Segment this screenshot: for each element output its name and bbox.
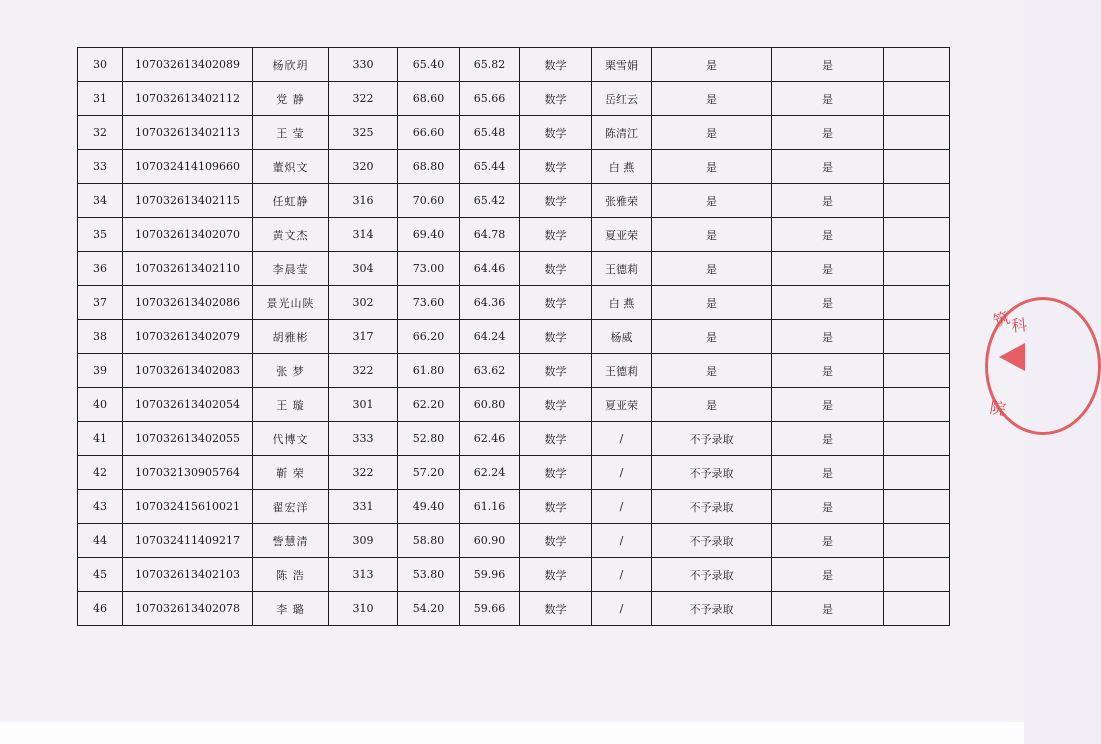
table-row bbox=[78, 82, 950, 116]
major-cell: 数学 bbox=[520, 388, 592, 422]
admission-status-cell: 是 bbox=[652, 388, 772, 422]
initial-score-cell: 333 bbox=[329, 422, 398, 456]
major-cell: 数学 bbox=[520, 82, 592, 116]
initial-score-cell: 330 bbox=[329, 48, 398, 82]
major-cell: 数学 bbox=[520, 116, 592, 150]
major-cell: 数学 bbox=[520, 286, 592, 320]
major-cell: 数学 bbox=[520, 490, 592, 524]
qualified-cell: 是 bbox=[772, 388, 884, 422]
total-score-cell: 65.82 bbox=[460, 48, 520, 82]
qualified-cell: 是 bbox=[772, 592, 884, 626]
major-cell: 数学 bbox=[520, 320, 592, 354]
retest-score-cell: 73.00 bbox=[398, 252, 460, 286]
table-row bbox=[78, 184, 950, 218]
table-row bbox=[78, 558, 950, 592]
supervisor-cell: 陈清江 bbox=[592, 116, 652, 150]
row-number-cell: 39 bbox=[78, 354, 123, 388]
table-row bbox=[78, 116, 950, 150]
remarks-cell bbox=[884, 388, 950, 422]
remarks-cell bbox=[884, 524, 950, 558]
seal-char: 院 bbox=[988, 397, 1008, 420]
total-score-cell: 62.24 bbox=[460, 456, 520, 490]
total-score-cell: 64.78 bbox=[460, 218, 520, 252]
exam-id-cell: 107032613402078 bbox=[123, 592, 253, 626]
initial-score-cell: 309 bbox=[329, 524, 398, 558]
admission-status-cell: 是 bbox=[652, 82, 772, 116]
table-row bbox=[78, 218, 950, 252]
table-body bbox=[78, 48, 950, 626]
admission-status-cell: 不予录取 bbox=[652, 592, 772, 626]
remarks-cell bbox=[884, 116, 950, 150]
row-number-cell: 45 bbox=[78, 558, 123, 592]
supervisor-cell: / bbox=[592, 490, 652, 524]
remarks-cell bbox=[884, 558, 950, 592]
exam-id-cell: 107032613402115 bbox=[123, 184, 253, 218]
qualified-cell: 是 bbox=[772, 524, 884, 558]
row-number-cell: 32 bbox=[78, 116, 123, 150]
admission-status-cell: 是 bbox=[652, 184, 772, 218]
admission-status-cell: 是 bbox=[652, 218, 772, 252]
total-score-cell: 65.48 bbox=[460, 116, 520, 150]
total-score-cell: 61.16 bbox=[460, 490, 520, 524]
remarks-cell bbox=[884, 218, 950, 252]
scan-bottom-edge bbox=[0, 722, 1024, 744]
retest-score-cell: 68.60 bbox=[398, 82, 460, 116]
supervisor-cell: 王德莉 bbox=[592, 252, 652, 286]
row-number-cell: 43 bbox=[78, 490, 123, 524]
supervisor-cell: 张雅荣 bbox=[592, 184, 652, 218]
supervisor-cell: / bbox=[592, 558, 652, 592]
major-cell: 数学 bbox=[520, 422, 592, 456]
qualified-cell: 是 bbox=[772, 456, 884, 490]
table-row bbox=[78, 524, 950, 558]
row-number-cell: 44 bbox=[78, 524, 123, 558]
remarks-cell bbox=[884, 422, 950, 456]
retest-score-cell: 61.80 bbox=[398, 354, 460, 388]
initial-score-cell: 331 bbox=[329, 490, 398, 524]
table-row bbox=[78, 252, 950, 286]
total-score-cell: 65.44 bbox=[460, 150, 520, 184]
admission-status-cell: 不予录取 bbox=[652, 524, 772, 558]
exam-id-cell: 107032613402112 bbox=[123, 82, 253, 116]
candidate-name-cell: 代博文 bbox=[253, 422, 329, 456]
retest-score-cell: 70.60 bbox=[398, 184, 460, 218]
initial-score-cell: 313 bbox=[329, 558, 398, 592]
candidate-name-cell: 董炽文 bbox=[253, 150, 329, 184]
admission-status-cell: 是 bbox=[652, 320, 772, 354]
retest-score-cell: 68.80 bbox=[398, 150, 460, 184]
total-score-cell: 60.90 bbox=[460, 524, 520, 558]
table-row bbox=[78, 150, 950, 184]
row-number-cell: 36 bbox=[78, 252, 123, 286]
qualified-cell: 是 bbox=[772, 490, 884, 524]
qualified-cell: 是 bbox=[772, 218, 884, 252]
retest-score-cell: 73.60 bbox=[398, 286, 460, 320]
table-row bbox=[78, 354, 950, 388]
total-score-cell: 63.62 bbox=[460, 354, 520, 388]
exam-id-cell: 107032613402070 bbox=[123, 218, 253, 252]
initial-score-cell: 325 bbox=[329, 116, 398, 150]
total-score-cell: 59.96 bbox=[460, 558, 520, 592]
remarks-cell bbox=[884, 320, 950, 354]
remarks-cell bbox=[884, 592, 950, 626]
candidate-name-cell: 李晨莹 bbox=[253, 252, 329, 286]
exam-id-cell: 107032130905764 bbox=[123, 456, 253, 490]
candidate-name-cell: 党 静 bbox=[253, 82, 329, 116]
initial-score-cell: 314 bbox=[329, 218, 398, 252]
initial-score-cell: 301 bbox=[329, 388, 398, 422]
exam-id-cell: 107032613402083 bbox=[123, 354, 253, 388]
qualified-cell: 是 bbox=[772, 150, 884, 184]
seal-char: 科 bbox=[1010, 315, 1028, 336]
remarks-cell bbox=[884, 48, 950, 82]
initial-score-cell: 320 bbox=[329, 150, 398, 184]
supervisor-cell: 夏亚荣 bbox=[592, 388, 652, 422]
supervisor-cell: 岳红云 bbox=[592, 82, 652, 116]
candidate-name-cell: 翟宏洋 bbox=[253, 490, 329, 524]
supervisor-cell: 白 燕 bbox=[592, 150, 652, 184]
admission-status-cell: 是 bbox=[652, 48, 772, 82]
retest-score-cell: 53.80 bbox=[398, 558, 460, 592]
candidate-name-cell: 陈 浩 bbox=[253, 558, 329, 592]
total-score-cell: 64.24 bbox=[460, 320, 520, 354]
retest-score-cell: 65.40 bbox=[398, 48, 460, 82]
remarks-cell bbox=[884, 252, 950, 286]
candidate-name-cell: 李 璐 bbox=[253, 592, 329, 626]
supervisor-cell: / bbox=[592, 592, 652, 626]
retest-score-cell: 66.20 bbox=[398, 320, 460, 354]
remarks-cell bbox=[884, 456, 950, 490]
qualified-cell: 是 bbox=[772, 184, 884, 218]
supervisor-cell: 夏亚荣 bbox=[592, 218, 652, 252]
table-row bbox=[78, 592, 950, 626]
row-number-cell: 42 bbox=[78, 456, 123, 490]
qualified-cell: 是 bbox=[772, 286, 884, 320]
supervisor-cell: 王德莉 bbox=[592, 354, 652, 388]
major-cell: 数学 bbox=[520, 524, 592, 558]
retest-score-cell: 66.60 bbox=[398, 116, 460, 150]
retest-score-cell: 54.20 bbox=[398, 592, 460, 626]
remarks-cell bbox=[884, 82, 950, 116]
exam-id-cell: 107032411409217 bbox=[123, 524, 253, 558]
major-cell: 数学 bbox=[520, 48, 592, 82]
initial-score-cell: 304 bbox=[329, 252, 398, 286]
initial-score-cell: 322 bbox=[329, 456, 398, 490]
qualified-cell: 是 bbox=[772, 558, 884, 592]
supervisor-cell: / bbox=[592, 422, 652, 456]
candidate-name-cell: 王 璇 bbox=[253, 388, 329, 422]
exam-id-cell: 107032613402110 bbox=[123, 252, 253, 286]
exam-id-cell: 107032414109660 bbox=[123, 150, 253, 184]
retest-score-cell: 52.80 bbox=[398, 422, 460, 456]
row-number-cell: 40 bbox=[78, 388, 123, 422]
initial-score-cell: 322 bbox=[329, 354, 398, 388]
row-number-cell: 33 bbox=[78, 150, 123, 184]
major-cell: 数学 bbox=[520, 150, 592, 184]
exam-id-cell: 107032613402086 bbox=[123, 286, 253, 320]
retest-score-cell: 57.20 bbox=[398, 456, 460, 490]
supervisor-cell: / bbox=[592, 456, 652, 490]
exam-id-cell: 107032613402054 bbox=[123, 388, 253, 422]
total-score-cell: 59.66 bbox=[460, 592, 520, 626]
admission-status-cell: 是 bbox=[652, 116, 772, 150]
table-row bbox=[78, 422, 950, 456]
initial-score-cell: 317 bbox=[329, 320, 398, 354]
table-row bbox=[78, 286, 950, 320]
admissions-table bbox=[77, 47, 950, 626]
qualified-cell: 是 bbox=[772, 116, 884, 150]
admission-status-cell: 是 bbox=[652, 252, 772, 286]
supervisor-cell: 白 燕 bbox=[592, 286, 652, 320]
initial-score-cell: 302 bbox=[329, 286, 398, 320]
supervisor-cell: 栗雪娟 bbox=[592, 48, 652, 82]
major-cell: 数学 bbox=[520, 592, 592, 626]
table-row bbox=[78, 490, 950, 524]
qualified-cell: 是 bbox=[772, 422, 884, 456]
major-cell: 数学 bbox=[520, 456, 592, 490]
admission-status-cell: 不予录取 bbox=[652, 490, 772, 524]
candidate-name-cell: 景光山陕 bbox=[253, 286, 329, 320]
retest-score-cell: 62.20 bbox=[398, 388, 460, 422]
total-score-cell: 64.46 bbox=[460, 252, 520, 286]
admission-status-cell: 不予录取 bbox=[652, 558, 772, 592]
table-row bbox=[78, 456, 950, 490]
row-number-cell: 41 bbox=[78, 422, 123, 456]
admission-status-cell: 是 bbox=[652, 150, 772, 184]
qualified-cell: 是 bbox=[772, 252, 884, 286]
row-number-cell: 35 bbox=[78, 218, 123, 252]
row-number-cell: 46 bbox=[78, 592, 123, 626]
row-number-cell: 37 bbox=[78, 286, 123, 320]
row-number-cell: 31 bbox=[78, 82, 123, 116]
retest-score-cell: 58.80 bbox=[398, 524, 460, 558]
exam-id-cell: 107032613402103 bbox=[123, 558, 253, 592]
total-score-cell: 60.80 bbox=[460, 388, 520, 422]
retest-score-cell: 49.40 bbox=[398, 490, 460, 524]
candidate-name-cell: 任虹静 bbox=[253, 184, 329, 218]
candidate-name-cell: 訾慧清 bbox=[253, 524, 329, 558]
exam-id-cell: 107032613402113 bbox=[123, 116, 253, 150]
seal-star-icon bbox=[999, 343, 1025, 371]
major-cell: 数学 bbox=[520, 354, 592, 388]
retest-score-cell: 69.40 bbox=[398, 218, 460, 252]
initial-score-cell: 310 bbox=[329, 592, 398, 626]
qualified-cell: 是 bbox=[772, 320, 884, 354]
initial-score-cell: 316 bbox=[329, 184, 398, 218]
major-cell: 数学 bbox=[520, 184, 592, 218]
total-score-cell: 64.36 bbox=[460, 286, 520, 320]
major-cell: 数学 bbox=[520, 252, 592, 286]
candidate-name-cell: 胡雅彬 bbox=[253, 320, 329, 354]
remarks-cell bbox=[884, 286, 950, 320]
remarks-cell bbox=[884, 150, 950, 184]
candidate-name-cell: 杨欣玥 bbox=[253, 48, 329, 82]
exam-id-cell: 107032415610021 bbox=[123, 490, 253, 524]
total-score-cell: 65.42 bbox=[460, 184, 520, 218]
table-row bbox=[78, 320, 950, 354]
table-row bbox=[78, 388, 950, 422]
candidate-name-cell: 王 莹 bbox=[253, 116, 329, 150]
initial-score-cell: 322 bbox=[329, 82, 398, 116]
supervisor-cell: / bbox=[592, 524, 652, 558]
row-number-cell: 38 bbox=[78, 320, 123, 354]
qualified-cell: 是 bbox=[772, 354, 884, 388]
major-cell: 数学 bbox=[520, 218, 592, 252]
major-cell: 数学 bbox=[520, 558, 592, 592]
candidate-name-cell: 靳 荣 bbox=[253, 456, 329, 490]
candidate-name-cell: 黄文杰 bbox=[253, 218, 329, 252]
row-number-cell: 30 bbox=[78, 48, 123, 82]
table-row bbox=[78, 48, 950, 82]
exam-id-cell: 107032613402089 bbox=[123, 48, 253, 82]
candidate-name-cell: 张 梦 bbox=[253, 354, 329, 388]
remarks-cell bbox=[884, 490, 950, 524]
row-number-cell: 34 bbox=[78, 184, 123, 218]
total-score-cell: 65.66 bbox=[460, 82, 520, 116]
admission-status-cell: 是 bbox=[652, 354, 772, 388]
remarks-cell bbox=[884, 184, 950, 218]
qualified-cell: 是 bbox=[772, 48, 884, 82]
total-score-cell: 62.46 bbox=[460, 422, 520, 456]
seal-char: 筑 bbox=[990, 307, 1013, 332]
admission-status-cell: 不予录取 bbox=[652, 422, 772, 456]
admission-status-cell: 不予录取 bbox=[652, 456, 772, 490]
exam-id-cell: 107032613402079 bbox=[123, 320, 253, 354]
admission-status-cell: 是 bbox=[652, 286, 772, 320]
exam-id-cell: 107032613402055 bbox=[123, 422, 253, 456]
qualified-cell: 是 bbox=[772, 82, 884, 116]
supervisor-cell: 杨威 bbox=[592, 320, 652, 354]
remarks-cell bbox=[884, 354, 950, 388]
